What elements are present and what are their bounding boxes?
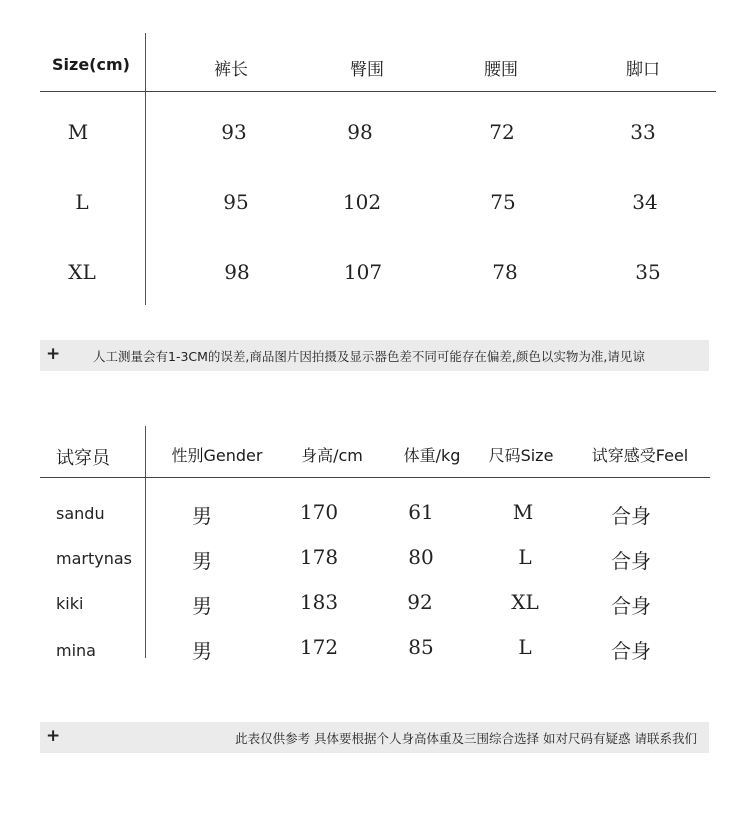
size-cell: 72 [489, 120, 515, 144]
model-weight: 92 [407, 590, 433, 614]
size-cell: 98 [347, 120, 373, 144]
measurement-note-bar [40, 340, 709, 371]
model-height: 170 [299, 500, 339, 524]
model-weight: 61 [408, 500, 434, 524]
size-cell: 102 [342, 190, 382, 214]
model-height: 183 [299, 590, 339, 614]
model-height: 178 [299, 545, 339, 569]
model-feel: 合身 [611, 504, 651, 528]
plus-icon: + [46, 344, 61, 364]
size-cell: 107 [343, 260, 383, 284]
model-name: sandu [56, 504, 105, 523]
model-gender: 男 [192, 594, 212, 618]
size-cell: 35 [635, 260, 661, 284]
model-header-gender: 性别Gender [171, 446, 263, 465]
size-cell: 34 [632, 190, 658, 214]
model-size: M [512, 500, 534, 524]
size-header-waist: 腰围 [484, 60, 518, 80]
model-table-divider-horizontal [40, 477, 710, 478]
model-feel: 合身 [611, 549, 651, 573]
reference-note-text: 此表仅供参考 具体要根据个人身高体重及三围综合选择 如对尺码有疑惑 请联系我们 [235, 731, 697, 746]
model-header-name: 试穿员 [56, 448, 110, 469]
model-table-divider-vertical [145, 426, 146, 658]
size-header-hem: 脚口 [626, 60, 660, 80]
model-size: L [518, 545, 532, 569]
model-feel: 合身 [611, 639, 651, 663]
size-header-length: 裤长 [214, 60, 248, 80]
model-name: mina [56, 641, 96, 660]
plus-icon: + [46, 726, 61, 746]
size-row-label: XL [68, 260, 96, 284]
size-table-divider-horizontal [40, 91, 716, 92]
model-weight: 80 [408, 545, 434, 569]
model-name: kiki [56, 594, 84, 613]
size-cell: 33 [630, 120, 656, 144]
model-feel: 合身 [611, 594, 651, 618]
size-cell: 95 [223, 190, 249, 214]
size-cell: 78 [492, 260, 518, 284]
size-cell: 98 [224, 260, 250, 284]
model-header-height: 身高/cm [301, 446, 363, 465]
size-header-hip: 臀围 [350, 60, 384, 80]
size-header-size: Size(cm) [52, 55, 130, 74]
size-cell: 93 [221, 120, 247, 144]
model-header-feel: 试穿感受Feel [591, 446, 689, 465]
model-gender: 男 [192, 639, 212, 663]
size-cell: 75 [490, 190, 516, 214]
model-size: L [518, 635, 532, 659]
model-header-size: 尺码Size [488, 446, 554, 465]
model-gender: 男 [192, 504, 212, 528]
size-row-label: L [75, 190, 89, 214]
reference-note-bar [40, 722, 709, 753]
size-row-label: M [67, 120, 89, 144]
model-gender: 男 [192, 549, 212, 573]
model-name: martynas [56, 549, 132, 568]
model-header-weight: 体重/kg [403, 446, 461, 465]
model-weight: 85 [408, 635, 434, 659]
model-size: XL [511, 590, 539, 614]
measurement-note-text: 人工测量会有1-3CM的误差,商品图片因拍摄及显示器色差不同可能存在偏差,颜色以实物为准,请见谅 [93, 349, 645, 364]
model-height: 172 [299, 635, 339, 659]
